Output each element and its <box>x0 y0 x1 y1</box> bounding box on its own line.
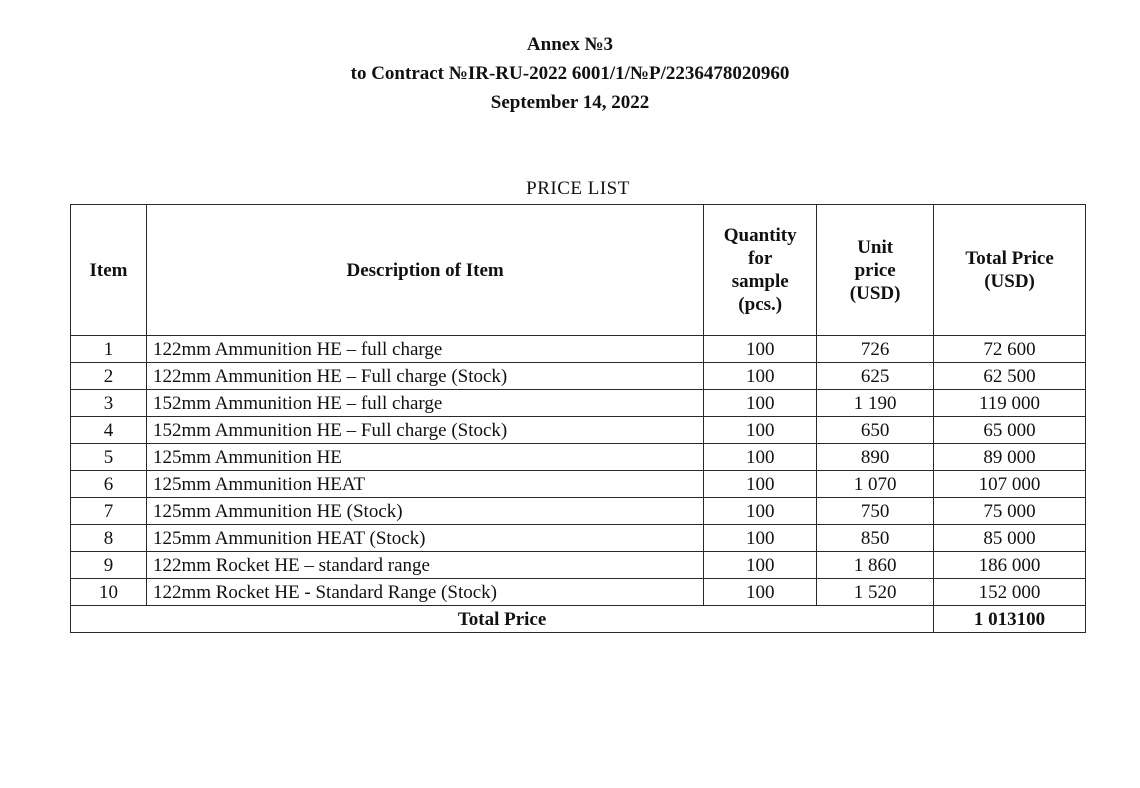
row-unit-price: 650 <box>817 417 934 444</box>
annex-title: Annex №3 <box>526 34 614 55</box>
table-row <box>71 336 1086 363</box>
total-price-label: Total Price <box>71 606 934 633</box>
row-total-price: 85 000 <box>934 525 1086 552</box>
row-quantity: 100 <box>704 498 817 525</box>
row-unit-price: 625 <box>817 363 934 390</box>
row-total-price: 72 600 <box>934 336 1086 363</box>
row-total-price: 186 000 <box>934 552 1086 579</box>
row-description: 152mm Ammunition HE – Full charge (Stock) <box>146 417 703 444</box>
document-heading <box>0 30 1140 117</box>
row-unit-price: 1 190 <box>817 390 934 417</box>
document-date: September 14, 2022 <box>490 92 650 113</box>
table-row <box>71 498 1086 525</box>
row-quantity: 100 <box>704 336 817 363</box>
row-item-number: 3 <box>71 390 147 417</box>
row-description: 122mm Rocket HE - Standard Range (Stock) <box>146 579 703 606</box>
row-item-number: 5 <box>71 444 147 471</box>
table-row <box>71 390 1086 417</box>
row-description: 125mm Ammunition HE <box>146 444 703 471</box>
table-row <box>71 363 1086 390</box>
table-row <box>71 579 1086 606</box>
row-description: 122mm Ammunition HE – full charge <box>146 336 703 363</box>
row-total-price: 62 500 <box>934 363 1086 390</box>
row-item-number: 4 <box>71 417 147 444</box>
row-item-number: 10 <box>71 579 147 606</box>
price-list-title: PRICE LIST <box>526 178 630 199</box>
row-total-price: 107 000 <box>934 471 1086 498</box>
contract-reference: to Contract №IR-RU-2022 6001/1/№P/2236478020960 <box>350 63 790 84</box>
row-description: 125mm Ammunition HEAT <box>146 471 703 498</box>
row-item-number: 1 <box>71 336 147 363</box>
row-total-price: 152 000 <box>934 579 1086 606</box>
row-unit-price: 890 <box>817 444 934 471</box>
row-total-price: 89 000 <box>934 444 1086 471</box>
row-total-price: 65 000 <box>934 417 1086 444</box>
table-header-row <box>71 205 1086 336</box>
table-body <box>71 336 1086 633</box>
row-quantity: 100 <box>704 363 817 390</box>
header-description: Description of Item <box>146 205 703 336</box>
row-total-price: 119 000 <box>934 390 1086 417</box>
total-row <box>71 606 1086 633</box>
row-quantity: 100 <box>704 444 817 471</box>
row-item-number: 8 <box>71 525 147 552</box>
header-item: Item <box>71 205 147 336</box>
row-unit-price: 850 <box>817 525 934 552</box>
row-description: 125mm Ammunition HEAT (Stock) <box>146 525 703 552</box>
table-row <box>71 471 1086 498</box>
row-item-number: 6 <box>71 471 147 498</box>
table-row <box>71 417 1086 444</box>
row-unit-price: 750 <box>817 498 934 525</box>
row-quantity: 100 <box>704 579 817 606</box>
row-item-number: 9 <box>71 552 147 579</box>
row-unit-price: 1 070 <box>817 471 934 498</box>
header-quantity: Quantity for sample (pcs.) <box>704 205 817 336</box>
row-quantity: 100 <box>704 552 817 579</box>
table-row <box>71 444 1086 471</box>
row-quantity: 100 <box>704 390 817 417</box>
row-description: 122mm Rocket HE – standard range <box>146 552 703 579</box>
row-quantity: 100 <box>704 471 817 498</box>
row-description: 152mm Ammunition HE – full charge <box>146 390 703 417</box>
row-quantity: 100 <box>704 525 817 552</box>
row-item-number: 7 <box>71 498 147 525</box>
row-item-number: 2 <box>71 363 147 390</box>
total-price-value: 1 013100 <box>934 606 1086 633</box>
row-unit-price: 1 860 <box>817 552 934 579</box>
table-row <box>71 525 1086 552</box>
table-row <box>71 552 1086 579</box>
row-unit-price: 726 <box>817 336 934 363</box>
row-total-price: 75 000 <box>934 498 1086 525</box>
price-table <box>70 204 1086 633</box>
header-unit-price: Unit price (USD) <box>817 205 934 336</box>
header-total-price: Total Price (USD) <box>934 205 1086 336</box>
row-quantity: 100 <box>704 417 817 444</box>
row-description: 122mm Ammunition HE – Full charge (Stock) <box>146 363 703 390</box>
row-unit-price: 1 520 <box>817 579 934 606</box>
row-description: 125mm Ammunition HE (Stock) <box>146 498 703 525</box>
